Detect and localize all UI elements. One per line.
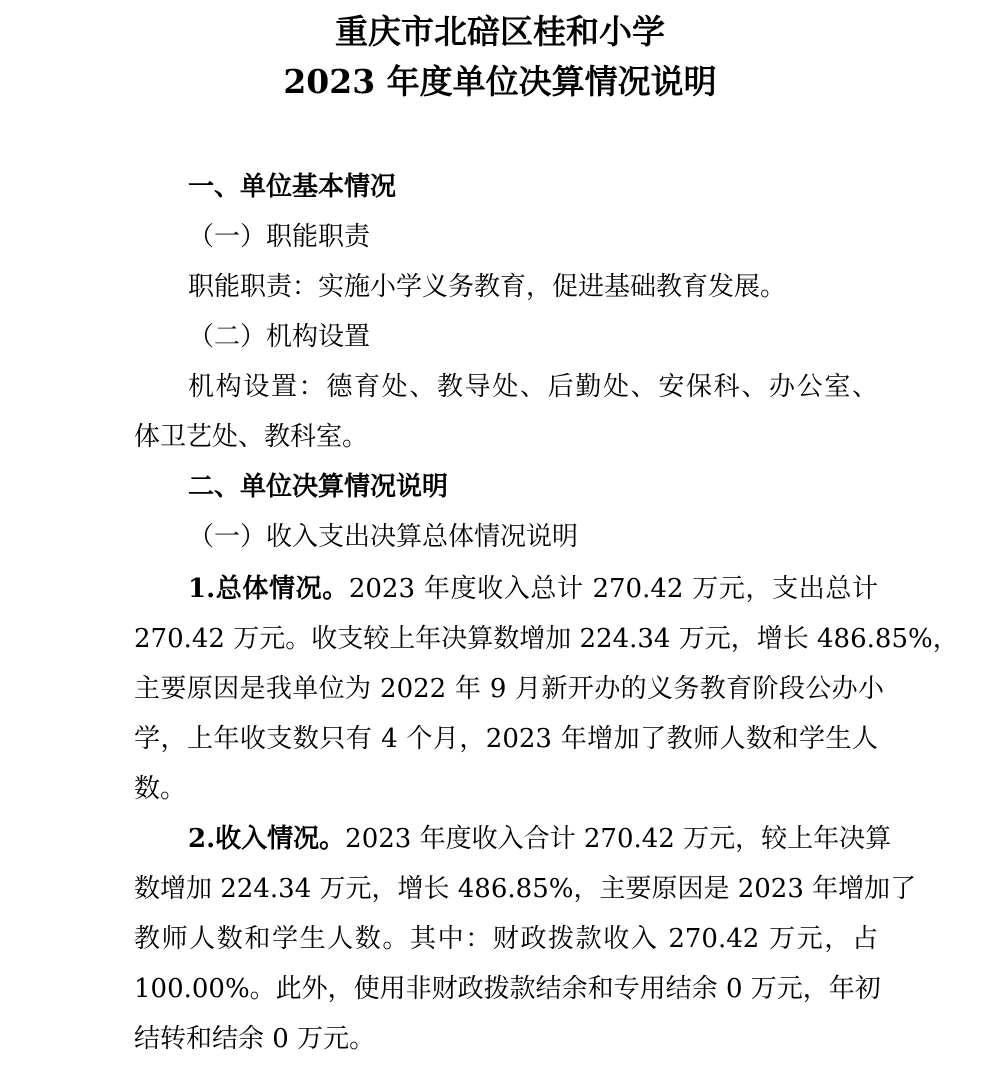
para2-line1-text: 2023 年度收入合计 270.42 万元，较上年决算	[345, 824, 892, 854]
para1-line4: 学，上年收支数只有 4 个月，2023 年增加了教师人数和学生人	[134, 724, 878, 754]
para1-line5: 数。	[134, 774, 187, 804]
section1-sub1-text: 职能职责：实施小学义务教育，促进基础教育发展。	[188, 272, 787, 302]
section1-sub1-heading: （一）职能职责	[188, 222, 371, 252]
para1-line3: 主要原因是我单位为 2022 年 9 月新开办的义务教育阶段公办小	[134, 674, 884, 704]
para2-line3: 教师人数和学生人数。其中：财政拨款收入 270.42 万元，占	[134, 924, 878, 954]
section1-sub2-heading: （二）机构设置	[188, 322, 371, 352]
section1-sub2-text-line2: 体卫艺处、教科室。	[134, 422, 369, 452]
para2-line5: 结转和结余 0 万元。	[134, 1024, 376, 1054]
para1-lead: 1.总体情况。	[188, 574, 349, 604]
document-title-line-1: 重庆市北碚区桂和小学	[335, 12, 665, 51]
section2-heading: 二、单位决算情况说明	[188, 472, 449, 502]
para1-line1	[188, 572, 878, 606]
para2-line1	[188, 822, 892, 856]
para1-line2: 270.42 万元。收支较上年决算数增加 224.34 万元，增长 486.85%，	[134, 624, 959, 654]
document-title-line-2: 2023 年度单位决算情况说明	[283, 62, 717, 101]
section2-sub1-heading: （一）收入支出决算总体情况说明	[188, 522, 579, 552]
para2-lead: 2.收入情况。	[188, 824, 346, 854]
para2-line2: 数增加 224.34 万元，增长 486.85%，主要原因是 2023 年增加了	[134, 874, 917, 904]
section1-heading: 一、单位基本情况	[188, 172, 397, 202]
para2-line4: 100.00%。此外，使用非财政拨款结余和专用结余 0 万元，年初	[134, 974, 881, 1004]
section1-sub2-text-line1: 机构设置：德育处、教导处、后勤处、安保科、办公室、	[188, 372, 878, 402]
para1-line1-text: 2023 年度收入总计 270.42 万元，支出总计	[348, 574, 878, 604]
